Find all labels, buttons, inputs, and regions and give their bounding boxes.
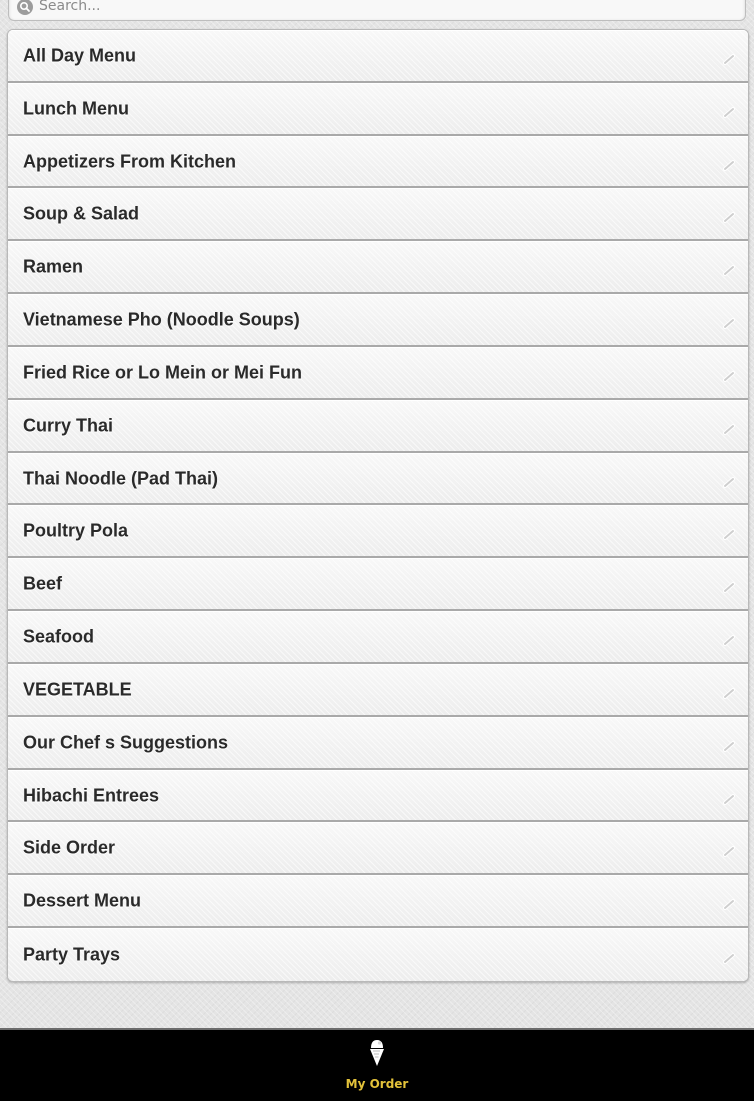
category-list xyxy=(7,29,749,982)
category-item-lunch-menu[interactable] xyxy=(8,83,748,136)
category-item-seafood[interactable] xyxy=(8,611,748,664)
category-label: Party Trays xyxy=(23,944,121,965)
category-label: Vietnamese Pho (Noodle Soups) xyxy=(23,309,300,330)
category-label: Appetizers From Kitchen xyxy=(23,151,237,172)
category-item-curry-thai[interactable] xyxy=(8,400,748,453)
chevron-right-icon xyxy=(720,45,738,67)
category-item-thai-noodle[interactable] xyxy=(8,453,748,506)
category-item-vegetable[interactable] xyxy=(8,664,748,717)
search-input[interactable] xyxy=(39,0,729,17)
category-label: Dessert Menu xyxy=(23,890,142,911)
chevron-right-icon xyxy=(720,679,738,701)
chevron-right-icon xyxy=(720,256,738,278)
chevron-right-icon xyxy=(720,626,738,648)
category-label: Curry Thai xyxy=(23,415,114,436)
chevron-right-icon xyxy=(720,837,738,859)
category-item-appetizers[interactable] xyxy=(8,136,748,189)
chevron-right-icon xyxy=(720,468,738,490)
category-label: Thai Noodle (Pad Thai) xyxy=(23,468,219,489)
chevron-right-icon xyxy=(720,309,738,331)
chevron-right-icon xyxy=(720,151,738,173)
category-item-vietnamese-pho[interactable] xyxy=(8,294,748,347)
category-label: Hibachi Entrees xyxy=(23,785,160,805)
category-item-all-day-menu[interactable] xyxy=(8,30,748,83)
category-item-side-order[interactable] xyxy=(8,822,748,875)
chevron-right-icon xyxy=(720,98,738,120)
category-label: Seafood xyxy=(23,626,95,647)
category-label: VEGETABLE xyxy=(23,679,132,700)
category-item-ramen[interactable] xyxy=(8,241,748,294)
category-item-beef[interactable] xyxy=(8,558,748,611)
chevron-right-icon xyxy=(720,944,738,966)
my-order-label: My Order xyxy=(345,1077,409,1091)
category-label: Lunch Menu xyxy=(23,98,129,119)
category-item-party-trays[interactable] xyxy=(8,928,748,981)
chevron-right-icon xyxy=(720,732,738,754)
chevron-right-icon xyxy=(720,520,738,542)
category-label: Ramen xyxy=(23,256,84,277)
my-order-button[interactable] xyxy=(327,1036,427,1096)
category-label: Side Order xyxy=(23,837,116,858)
category-item-soup-salad[interactable] xyxy=(8,188,748,241)
chevron-right-icon xyxy=(720,890,738,912)
chevron-right-icon xyxy=(720,362,738,384)
category-item-hibachi-entrees[interactable] xyxy=(8,770,748,823)
chevron-right-icon xyxy=(720,415,738,437)
search-icon xyxy=(17,0,33,15)
chevron-right-icon xyxy=(720,785,738,807)
search-bar xyxy=(8,0,746,21)
category-item-dessert-menu[interactable] xyxy=(8,875,748,928)
bottom-toolbar xyxy=(0,1028,754,1101)
chevron-right-icon xyxy=(720,203,738,225)
category-item-fried-rice[interactable] xyxy=(8,347,748,400)
category-label: Poultry Pola xyxy=(23,520,129,541)
category-label: All Day Menu xyxy=(23,45,137,66)
category-label: Beef xyxy=(23,573,63,594)
category-item-poultry-pola[interactable] xyxy=(8,505,748,558)
category-item-chef-suggestions[interactable] xyxy=(8,717,748,770)
chevron-right-icon xyxy=(720,573,738,595)
ice-cream-cone-icon xyxy=(367,1038,387,1068)
category-label: Fried Rice or Lo Mein or Mei Fun xyxy=(23,362,303,383)
category-label: Our Chef s Suggestions xyxy=(23,732,229,753)
category-label: Soup & Salad xyxy=(23,203,140,224)
